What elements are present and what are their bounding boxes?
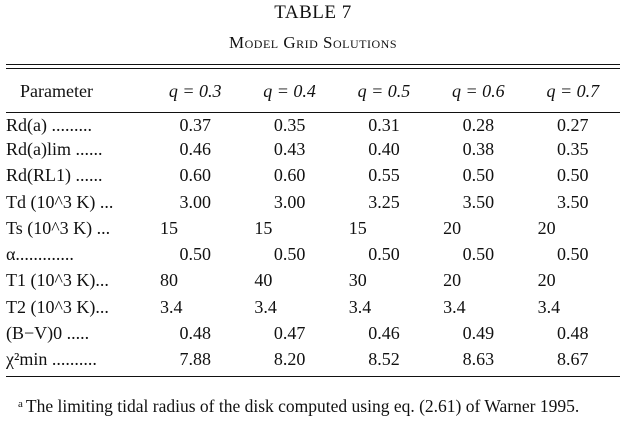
footnote-text: The limiting tidal radius of the disk computed using eq. (2.61) of Warner 1995. (25, 396, 580, 416)
table-cell: 8.20 (273, 349, 306, 370)
table-cell: 0.50 (179, 244, 211, 265)
table-row (6, 163, 620, 189)
row-label-td: Td (10^3 K) ... (6, 191, 114, 212)
table-cell: 0.35 (557, 138, 589, 159)
table-cell: 0.50 (462, 165, 495, 186)
column-header-q05: q = 0.5 (357, 80, 411, 101)
column-header-q04: q = 0.4 (263, 80, 316, 101)
footnote-marker: a (18, 398, 23, 410)
header-row (6, 72, 620, 110)
table-cell: 20 (537, 270, 556, 291)
table-cell: 0.47 (273, 323, 306, 344)
table-cell: 0.48 (179, 323, 211, 344)
table-cell: 0.50 (557, 165, 589, 186)
table-cell: 40 (254, 270, 273, 291)
row-label-color-index: (B−V)0 ..... (6, 323, 90, 344)
row-label-t1: T1 (10^3 K)... (6, 270, 109, 291)
table-row (6, 347, 620, 373)
table-cell: 7.88 (179, 349, 211, 370)
table-cell: 0.50 (462, 244, 495, 265)
table-cell: 8.67 (557, 349, 589, 370)
table-cell: 0.27 (557, 114, 589, 135)
table-footnote (18, 393, 616, 418)
table-cell: 20 (537, 217, 556, 238)
row-label-rd-a: Rd(a) ......... (6, 114, 92, 135)
table-row (6, 241, 620, 267)
table-row (6, 294, 620, 320)
table-cell: 15 (254, 217, 273, 238)
row-label-rd-lim: Rd(a)lim ...... (6, 138, 103, 159)
table-cell: 0.50 (557, 244, 589, 265)
table-cell: 15 (348, 217, 367, 238)
table-row (6, 215, 620, 241)
table-cell: 20 (443, 270, 462, 291)
table-cell: 0.60 (179, 165, 211, 186)
row-label-rd-rl1: Rd(RL1) ...... (6, 165, 103, 186)
table-row (6, 110, 620, 136)
table-cell: 3.50 (557, 191, 589, 212)
table-cell: 0.43 (273, 138, 306, 159)
table-cell: 20 (443, 217, 462, 238)
table-cell: 3.00 (273, 191, 306, 212)
table-cell: 8.63 (462, 349, 495, 370)
table-label: TABLE 7 (274, 2, 352, 23)
table-row (6, 268, 620, 294)
table-caption: Model Grid Solutions (229, 33, 397, 52)
row-label-t2: T2 (10^3 K)... (6, 296, 109, 317)
table-cell: 15 (160, 217, 178, 238)
table-row (6, 320, 620, 346)
column-header-parameter: Parameter (20, 80, 93, 101)
table-cell: 0.31 (368, 114, 400, 135)
table-cell: 80 (160, 270, 178, 291)
table-cell: 3.25 (368, 191, 400, 212)
column-header-q03: q = 0.3 (168, 80, 222, 101)
row-label-ts: Ts (10^3 K) ... (6, 217, 111, 238)
table-cell: 0.50 (368, 244, 400, 265)
table-cell: 3.00 (179, 191, 211, 212)
row-label-chi2min: χ²min .......... (6, 349, 97, 370)
table-cell: 3.50 (462, 191, 495, 212)
table-cell: 0.28 (462, 114, 495, 135)
table-cell: 0.40 (368, 138, 400, 159)
model-grid-table (6, 72, 620, 373)
row-label-alpha: α............. (6, 244, 74, 265)
table-cell: 0.46 (179, 138, 211, 159)
table-cell: 0.49 (462, 323, 495, 344)
table-cell: 0.46 (368, 323, 400, 344)
table-cell: 3.4 (537, 296, 561, 317)
table-row (6, 189, 620, 215)
table-cell: 3.4 (348, 296, 372, 317)
column-header-q07: q = 0.7 (546, 80, 600, 101)
table-cell: 30 (348, 270, 367, 291)
table-cell: 3.4 (443, 296, 466, 317)
table-cell: 3.4 (254, 296, 277, 317)
bottom-rule (6, 376, 620, 377)
table-cell: 0.55 (368, 165, 400, 186)
table-cell: 0.48 (557, 323, 589, 344)
top-rule-double (6, 68, 620, 69)
table-cell: 0.60 (273, 165, 306, 186)
table-row (6, 136, 620, 162)
top-rule (6, 64, 620, 65)
table-cell: 3.4 (160, 296, 183, 317)
table-cell: 8.52 (368, 349, 400, 370)
table-cell: 0.50 (273, 244, 306, 265)
table-cell: 0.37 (179, 114, 211, 135)
column-header-q06: q = 0.6 (452, 80, 505, 101)
table-cell: 0.35 (273, 114, 306, 135)
table-cell: 0.38 (462, 138, 495, 159)
